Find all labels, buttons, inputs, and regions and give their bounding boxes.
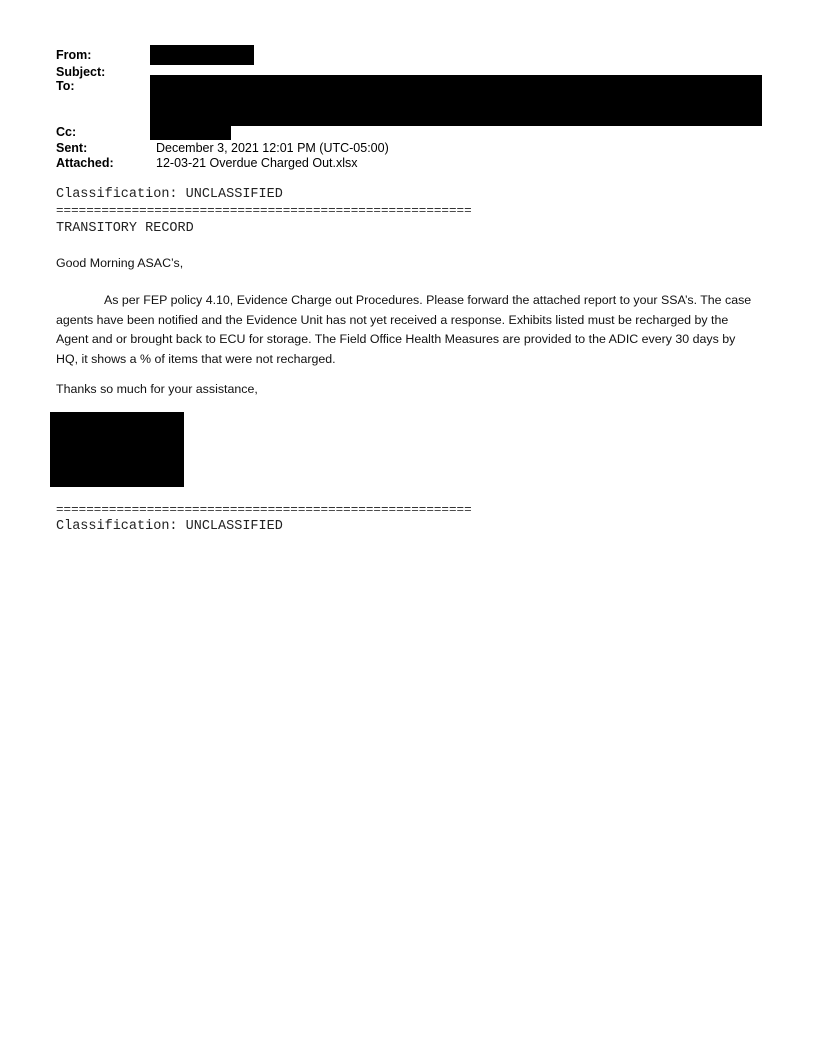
to-label: To: — [56, 79, 75, 93]
cc-redaction — [150, 125, 231, 140]
attached-value: 12-03-21 Overdue Charged Out.xlsx — [156, 156, 358, 170]
signature-redaction — [50, 412, 184, 487]
from-redaction — [150, 45, 254, 65]
cc-label: Cc: — [56, 125, 77, 139]
classification-top: Classification: UNCLASSIFIED — [56, 187, 283, 202]
from-label: From: — [56, 48, 92, 62]
classification-bottom: Classification: UNCLASSIFIED — [56, 519, 283, 534]
record-type: TRANSITORY RECORD — [56, 221, 194, 236]
subject-label: Subject: — [56, 65, 106, 79]
closing: Thanks so much for your assistance, — [56, 382, 258, 396]
attached-label: Attached: — [56, 156, 114, 170]
body-paragraph: As per FEP policy 4.10, Evidence Charge out Procedures. Please forward the attached report to your SSA’s. The case agents have been notified and the Evidence Unit has not yet received a response. Exhibits listed must be recharged by the Agent and or brought back to ECU for storage. The Field Office Health Measures are provided to the ADIC every 30 days by HQ, it shows a % of items that were not recharged. — [56, 293, 752, 366]
sent-label: Sent: — [56, 141, 88, 155]
sent-value: December 3, 2021 12:01 PM (UTC-05:00) — [156, 141, 389, 155]
greeting: Good Morning ASAC’s, — [56, 256, 184, 270]
to-redaction — [150, 75, 762, 126]
separator-bottom: ======================================================= — [56, 503, 472, 517]
separator-top: ======================================================= — [56, 204, 472, 218]
